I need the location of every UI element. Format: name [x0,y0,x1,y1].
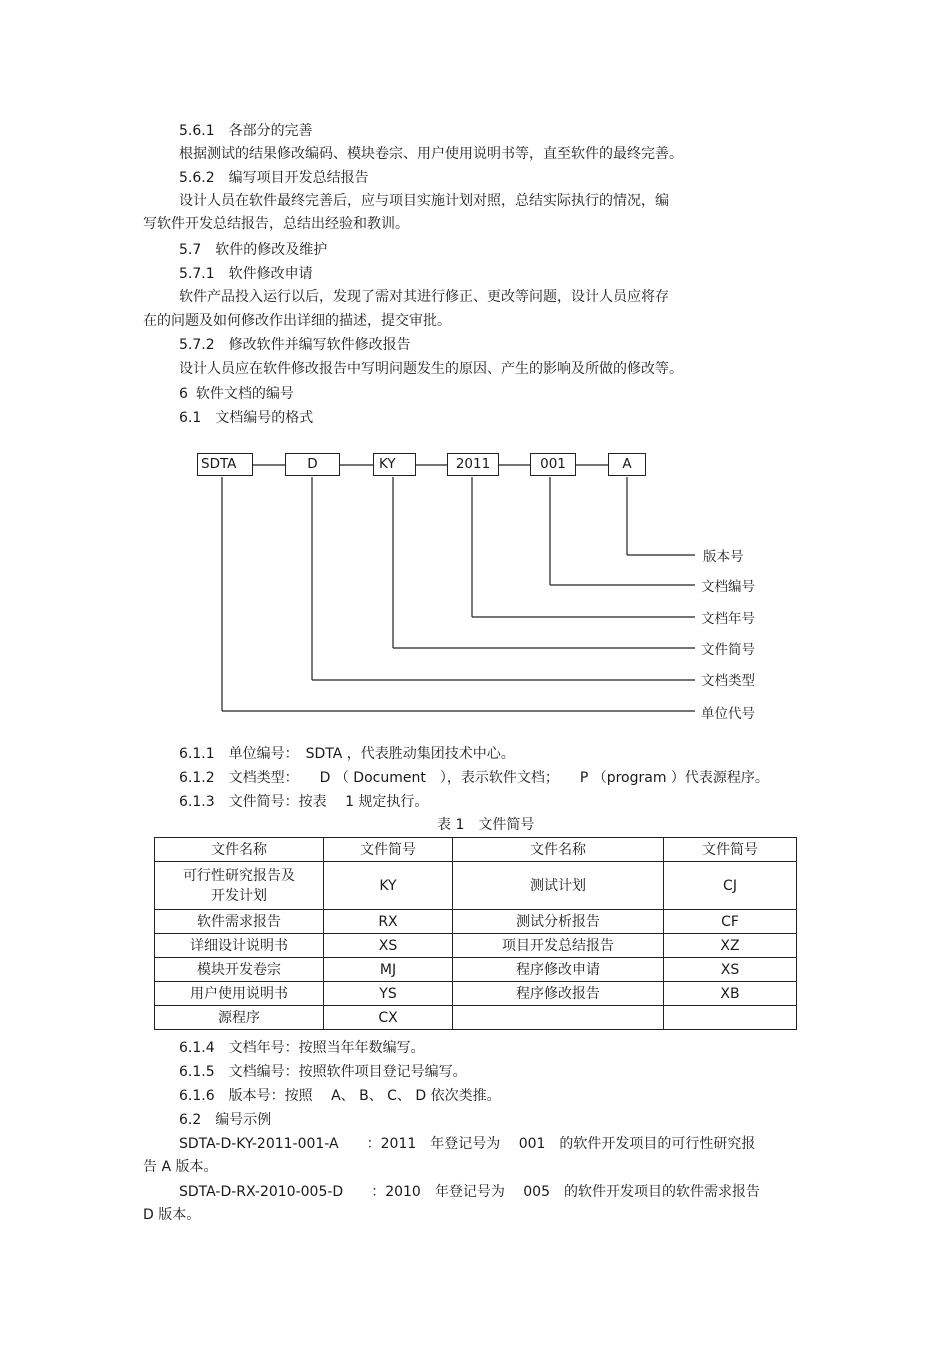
cell-line: 开发计划 [211,887,267,904]
table-cell: 模块开发卷宗 [155,958,324,982]
table-cell: XS [664,958,797,982]
code-box-abbrev: KY [373,453,416,476]
table-cell: XZ [664,934,797,958]
heading-5-7: 5.7 软件的修改及维护 [179,242,328,258]
table-header-row [155,838,797,862]
table-cell: 用户使用说明书 [155,982,324,1006]
table-cell: 测试计划 [453,862,664,910]
header-cell: 文件简号 [324,838,453,862]
table-cell [453,1006,664,1030]
code-box-unit: SDTA [197,453,253,476]
paragraph-5-7-2: 设计人员应在软件修改报告中写明问题发生的原因、产生的影响及所做的修改等。 [179,361,683,377]
item-6-1-5: 6.1.5 文档编号：按照软件项目登记号编写。 [179,1064,467,1080]
label-doc-year: 文档年号 [701,611,755,627]
example-2-line2: D 版本。 [143,1207,201,1223]
table-cell: KY [324,862,453,910]
heading-5-6-1: 5.6.1 各部分的完善 [179,123,313,139]
table-cell: 项目开发总结报告 [453,934,664,958]
example-1-line2: 告 A 版本。 [143,1159,218,1175]
table-cell: RX [324,910,453,934]
item-6-1-2: 6.1.2 文档类型： D （ Document ），表示软件文档； P （program ）代表源程序。 [179,770,769,786]
table-cell: 软件需求报告 [155,910,324,934]
table-cell: 程序修改报告 [453,982,664,1006]
code-box-year: 2011 [447,453,499,476]
item-6-1-4: 6.1.4 文档年号：按照当年年数编写。 [179,1040,425,1056]
table-cell: 程序修改申请 [453,958,664,982]
table-cell: YS [324,982,453,1006]
cell-line: 可行性研究报告及 [183,867,295,884]
code-box-number: 001 [530,453,576,476]
paragraph-5-6-2-line1: 设计人员在软件最终完善后，应与项目实施计划对照，总结实际执行的情况，编 [179,193,669,209]
table-cell: MJ [324,958,453,982]
table-cell: 源程序 [155,1006,324,1030]
file-abbrev-table [154,837,797,1030]
label-doc-number: 文档编号 [701,579,755,595]
table-row [155,1006,797,1030]
paragraph-5-6-1: 根据测试的结果修改编码、模块卷宗、用户使用说明书等，直至软件的最终完善。 [179,146,683,162]
table-row [155,862,797,910]
table-row [155,910,797,934]
table-row [155,934,797,958]
paragraph-5-7-1-line2: 在的问题及如何修改作出详细的描述，提交审批。 [143,313,451,329]
item-6-1-3: 6.1.3 文件简号：按表 1 规定执行。 [179,794,429,810]
paragraph-5-6-2-line2: 写软件开发总结报告，总结出经验和教训。 [143,216,409,232]
paragraph-5-7-1-line1: 软件产品投入运行以后，发现了需对其进行修正、更改等问题，设计人员应将存 [179,289,669,305]
table-cell: XB [664,982,797,1006]
heading-5-6-2: 5.6.2 编写项目开发总结报告 [179,170,369,186]
table-row [155,982,797,1006]
header-cell: 文件简号 [664,838,797,862]
label-version: 版本号 [703,549,744,565]
heading-6-2: 6.2 编号示例 [179,1112,272,1128]
item-6-1-6: 6.1.6 版本号：按照 A、 B、 C、 D 依次类推。 [179,1088,501,1104]
heading-6: 6 软件文档的编号 [179,386,294,402]
code-box-version: A [608,453,646,476]
header-cell: 文件名称 [155,838,324,862]
table-row [155,958,797,982]
item-6-1-1: 6.1.1 单位编号： SDTA ，代表胜动集团技术中心。 [179,746,515,762]
example-1-line1: SDTA-D-KY-2011-001-A ：2011 年登记号为 001 的软件开发项目的可行性研究报 [179,1136,756,1152]
table-cell [664,1006,797,1030]
heading-5-7-1: 5.7.1 软件修改申请 [179,266,313,282]
heading-6-1: 6.1 文档编号的格式 [179,410,314,426]
header-cell: 文件名称 [453,838,664,862]
table-cell: 测试分析报告 [453,910,664,934]
table-cell: CX [324,1006,453,1030]
example-2-line1: SDTA-D-RX-2010-005-D ：2010 年登记号为 005 的软件开发项目的软件需求报告 [179,1184,760,1200]
table-cell: CJ [664,862,797,910]
label-unit-code: 单位代号 [701,706,755,722]
table-caption: 表 1 文件简号 [437,817,535,833]
heading-5-7-2: 5.7.2 修改软件并编写软件修改报告 [179,337,411,353]
label-doc-type: 文档类型 [701,673,755,689]
table-cell [155,862,324,910]
table-cell: XS [324,934,453,958]
label-file-abbrev: 文件简号 [701,642,755,658]
code-box-type: D [285,453,340,476]
table-cell: 详细设计说明书 [155,934,324,958]
table-cell: CF [664,910,797,934]
